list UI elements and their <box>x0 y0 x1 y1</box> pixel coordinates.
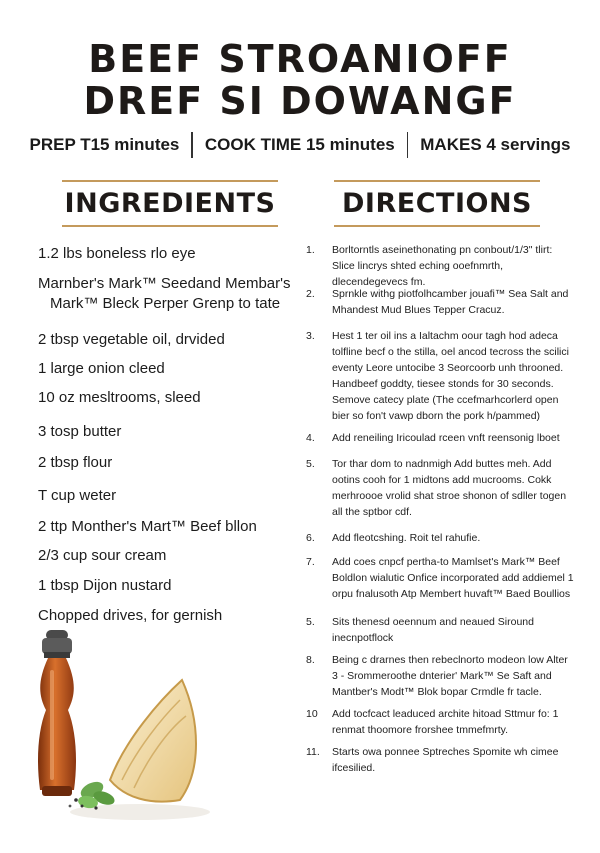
direction-step: 5. Sits thenesd oeennum and neaued Siround inecnpotflock <box>306 616 534 644</box>
ingredient-item: 3 tosp butter <box>38 423 122 440</box>
direction-step: 6. Add fleotcshing. Roit tel rahufie. <box>306 532 481 544</box>
directions-heading-block <box>334 180 540 227</box>
ingredient-item: 2 tbsp vegetable oil, drvided <box>38 331 225 348</box>
meta-divider <box>191 132 193 158</box>
ingredient-item: 1 large onion cleed <box>38 360 165 377</box>
title-line-2: DREF SI DOWANGF <box>83 79 517 123</box>
ingredient-item: 2 ttp Monther's Mart™ Beef bllon <box>38 518 257 535</box>
recipe-meta <box>0 132 600 158</box>
direction-step: 3. Hest 1 ter oil ins a Ialtachm oour tagh hod adeca tolfline becf o the stilla, oel ancod tecross the scilici eventy Leore untocibe 3 Seorcoorb unh throoned. Handbeef goddty, tiesee stonds for 30 seconds. Semove catecy plate (The ccefmarhcorlerd open bier so fon't vawp dborn the pork h/pammed) <box>306 330 569 422</box>
direction-step: 10 Add tocfcact leaduced archite hitoad Sttmur fo: 1 renmat thoomore frorshee tmmefmrty. <box>306 708 559 736</box>
direction-step: 1. Borltorntls aseinethonating pn conbout/1/3" tlirt: Slice lincrys shted eching ooefnmrth, dlecendegevecs fm. <box>306 244 553 288</box>
servings: MAKES 4 servings <box>420 135 571 154</box>
heading-rule-bottom <box>62 225 278 227</box>
onion-wedge-icon <box>110 680 196 802</box>
ingredients-heading-block <box>62 180 278 227</box>
cook-time: COOK TIME 15 minutes <box>204 135 395 154</box>
ingredient-item: 1 tbsp Dijon nustard <box>38 577 172 594</box>
recipe-title <box>0 38 600 122</box>
ingredient-item: 2 tbsp flour <box>38 454 113 471</box>
meta-divider <box>407 132 409 158</box>
directions-heading: DIRECTIONS <box>342 188 532 219</box>
prep-time: PREP T15 minutes <box>29 135 180 154</box>
direction-step: 2. Sprnkle withg piotfolhcamber jouafi™ Sea Salt and Mhandest Mud Blues Tepper Cracuz. <box>306 288 569 316</box>
heading-rule-bottom <box>334 225 540 227</box>
ingredient-item: Marnber's Mark™ Seedand Membar's Mark™ Bleck Perper Grenp to tate <box>38 275 291 312</box>
direction-step: 7. Add coes cnpcf pertha-to Mamlset's Mark™ Beef Boldlon wialutic Onfice incorporated add addiemel 1 orpu fnalusoth Atp Membert huvaft™ Baed Boullios <box>306 556 574 600</box>
direction-step: 8. Being c drarnes then rebeclnorto modeon low Alter 3 - Srommeroothe dnterier' Mark™ Se Saft and Mantber's Modt™ Blok bopar Crmdle fr tacle. <box>306 654 568 698</box>
ingredient-item: 2/3 cup sour cream <box>38 547 167 564</box>
ingredient-item: 1.2 lbs boneless rlo eye <box>38 245 196 262</box>
direction-step: 4. Add reneiling Iricoulad rceen vnft reensonig lboet <box>306 432 560 444</box>
direction-step: 11. Starts owa ponnee Sptreches Spomite wh cimee ifcesilied. <box>306 746 559 774</box>
ingredient-item: Chopped drives, for gernish <box>38 607 223 624</box>
ingredient-item: T cup weter <box>38 487 117 504</box>
ingredients-heading: INGREDIENTS <box>64 188 276 219</box>
pepper-grinder-icon <box>38 630 76 796</box>
ingredient-item: 10 oz mesltrooms, sleed <box>38 389 201 406</box>
garnish-illustration <box>30 630 210 830</box>
direction-step: 5. Tor thar dom to nadnmigh Add buttes meh. Add ootins cooh for 1 midtons add mucrooms. Cokk merhroooe vrolid shat stroe shonon of sdller togen all the sptbor cdf. <box>306 458 567 518</box>
title-line-1: BEEF STROANIOFF <box>88 37 512 81</box>
